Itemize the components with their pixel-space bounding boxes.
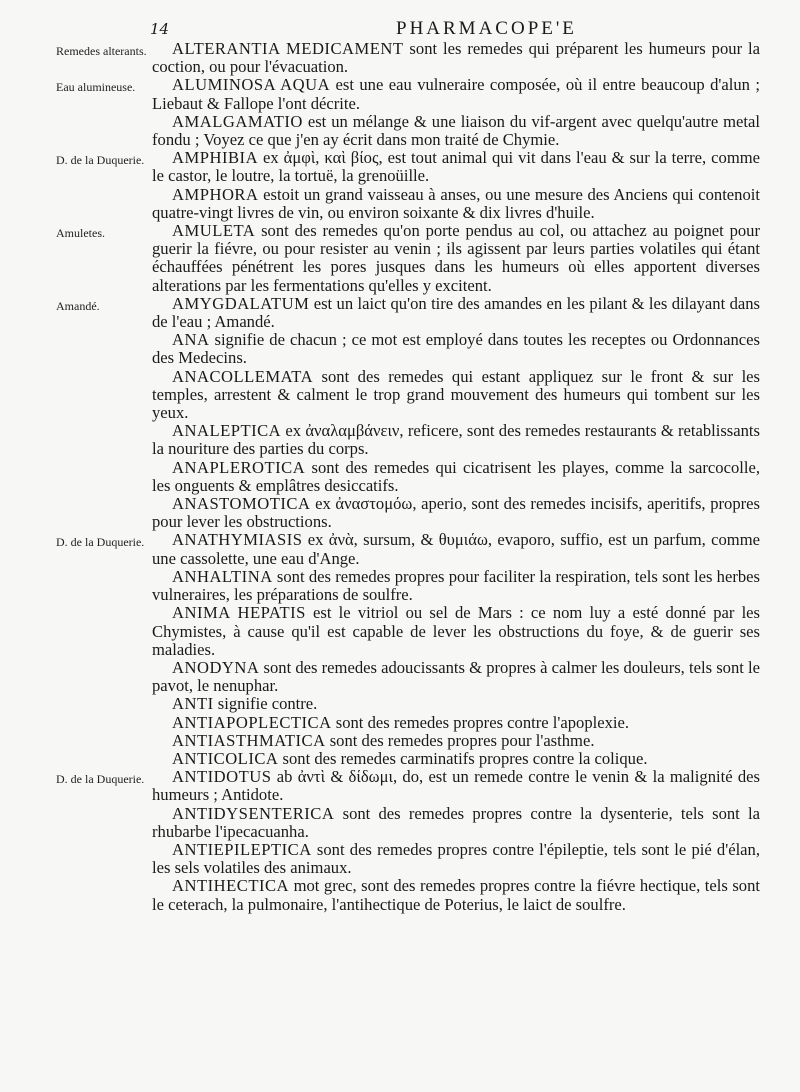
entry-definition: sont des remedes propres contre l'épileptie, tels sont le pié d'élan, les sels volatiles des animaux.	[152, 839, 760, 878]
entry-headword: ANTIHECTICA	[172, 876, 290, 896]
dictionary-entry	[0, 113, 800, 149]
entry-headword: ANALEPTICA	[172, 421, 282, 441]
entry-headword: AMALGAMATIO	[172, 111, 303, 131]
entry-definition: mot grec, sont des remedes propres contre la fiévre hectique, tels sont le ceterach, la pulmonaire, l'antihectique de Poterius, le laict de soulfre.	[152, 876, 760, 914]
entry-definition: sont des remedes carminatifs propres contre la colique.	[278, 748, 648, 768]
dictionary-entry	[0, 841, 800, 877]
dictionary-entry	[0, 222, 800, 295]
margin-note: Remedes alterants.	[56, 44, 147, 58]
entry-text	[152, 531, 760, 567]
entry-headword: ANTI	[172, 694, 214, 714]
entry-headword: ANIMA HEPATIS	[172, 603, 306, 623]
entry-text	[152, 768, 760, 804]
dictionary-entries	[0, 40, 800, 914]
entry-definition: ex ἀναλαμβάνειν, reficere, sont des remedes restaurants & retablissants la nouriture des parties du corps.	[152, 421, 760, 459]
entry-text	[152, 495, 760, 531]
entry-definition: sont des remedes qui estant appliquez sur le front & sur les temples, arrestent & calment le trop grand mouvement des humeurs qui tombent sur les yeux.	[152, 366, 760, 423]
margin-note: D. de la Duquerie.	[56, 535, 145, 550]
entry-text	[152, 568, 760, 604]
entry-text	[152, 695, 760, 713]
entry-definition: sont des remedes propres pour l'asthme.	[325, 730, 595, 750]
margin-note: Amandé.	[56, 298, 100, 313]
entry-definition: sont les remedes qui préparent les humeurs pour la coction, ou pour l'évacuation.	[152, 39, 760, 77]
entry-text	[152, 149, 760, 185]
margin-note: Amuletes.	[56, 226, 105, 241]
dictionary-entry	[0, 368, 800, 423]
entry-definition: est un laict qu'on tire des amandes en les pilant & les dilayant dans de l'eau ; Amandé.	[152, 293, 760, 332]
entry-headword: ANHALTINA	[172, 566, 273, 586]
entry-headword: ANTIEPILEPTICA	[172, 839, 312, 859]
dictionary-entry	[0, 732, 800, 750]
dictionary-entry	[0, 877, 800, 913]
entry-text	[152, 714, 760, 732]
entry-definition: sont des remedes propres pour faciliter la respiration, tels sont les herbes vulneraires, les préparations de soulfre.	[152, 566, 760, 605]
entry-definition: sont des remedes propres contre l'apoplexie.	[331, 712, 630, 732]
dictionary-entry	[0, 331, 800, 367]
entry-headword: AMULETA	[172, 221, 256, 241]
dictionary-entry	[0, 40, 800, 76]
entry-headword: ANATHYMIASIS	[172, 530, 303, 550]
entry-definition: est une eau vulneraire composée, où il entre beaucoup d'alun ; Liebaut & Fallope l'ont décrite.	[152, 75, 760, 113]
entry-headword: AMPHIBIA	[172, 148, 259, 168]
entry-headword: AMPHORA	[172, 184, 259, 204]
entry-definition: sont des remedes adoucissants & propres à calmer les douleurs, tels sont le pavot, le nenuphar.	[152, 657, 760, 696]
dictionary-entry	[0, 768, 800, 804]
dictionary-entry	[0, 459, 800, 495]
entry-text	[152, 76, 760, 112]
dictionary-entry	[0, 295, 800, 331]
dictionary-entry	[0, 750, 800, 768]
entry-headword: ANA	[172, 330, 210, 350]
dictionary-entry	[0, 186, 800, 222]
entry-definition: estoit un grand vaisseau à anses, ou une mesure des Anciens qui contenoit quatre-vingt livres de vin, ou environ soixante & dix livres d'huile.	[152, 184, 760, 222]
entry-text	[152, 40, 760, 76]
dictionary-entry	[0, 695, 800, 713]
entry-definition: signifie contre.	[213, 694, 318, 714]
entry-text	[152, 877, 760, 913]
entry-definition: signifie de chacun ; ce mot est employé dans toutes les receptes ou Ordonnances des Medecins.	[152, 330, 760, 368]
entry-text	[152, 186, 760, 222]
entry-text	[152, 222, 760, 295]
entry-text	[152, 331, 760, 367]
dictionary-entry	[0, 659, 800, 695]
dictionary-entry	[0, 604, 800, 659]
entry-text	[152, 841, 760, 877]
entry-definition: ex ἀνὰ, sursum, & θυμιάω, evaporo, suffio, est un parfum, comme une cassolette, une eau d'Ange.	[152, 530, 760, 568]
entry-text	[152, 368, 760, 423]
entry-text	[152, 459, 760, 495]
entry-definition: ex ἀμφὶ, καὶ βίος, est tout animal qui vit dans l'eau & sur la terre, comme le castor, le loutre, la tortuë, la grenoüille.	[152, 148, 760, 186]
entry-definition: sont des remedes qui cicatrisent les playes, comme la sarcocolle, les onguents & emplâtres desiccatifs.	[152, 457, 760, 495]
entry-text	[152, 113, 760, 149]
entry-definition: sont des remedes qu'on porte pendus au col, ou attachez au poignet pour guerir la fiévre, ou pour resister au venin ; ils agissent par leurs parties volatiles qui étant échauffées pénétrent les pores jusques dans les humeurs où elles apportent diverses alterations par les fermentations qu'elles y excitent.	[152, 221, 760, 295]
entry-headword: ANODYNA	[172, 657, 260, 677]
dictionary-entry	[0, 76, 800, 112]
margin-note: D. de la Duquerie.	[56, 772, 145, 787]
entry-text	[152, 805, 760, 841]
entry-headword: ANTICOLICA	[172, 748, 279, 768]
entry-text	[152, 295, 760, 331]
dictionary-entry	[0, 531, 800, 567]
entry-text	[152, 732, 760, 750]
entry-headword: ANTIDYSENTERICA	[172, 803, 335, 823]
entry-definition: est le vitriol ou sel de Mars : ce nom luy a esté donné par les Chymistes, à cause qu'il est capable de lever les obstructions du foye, & de guerir ses maladies.	[152, 603, 760, 659]
dictionary-entry	[0, 568, 800, 604]
entry-definition: est un mélange & une liaison du vif-argent avec quelqu'autre metal fondu ; Voyez ce que j'en ay écrit dans mon traité de Chymie.	[152, 111, 760, 150]
entry-text	[152, 659, 760, 695]
dictionary-entry	[0, 422, 800, 458]
page-number: 14	[150, 20, 170, 38]
entry-definition: ex ἀναστομόω, aperio, sont des remedes incisifs, aperitifs, propres pour lever les obstructions.	[152, 494, 760, 532]
entry-text	[152, 422, 760, 458]
running-title: PHARMACOPE'E	[396, 18, 577, 39]
entry-headword: ALUMINOSA AQUA	[172, 75, 331, 95]
entry-text	[152, 750, 760, 768]
entry-definition: ab ἀντὶ & δίδωμι, do, est un remede contre le venin & la malignité des humeurs ; Antidote.	[152, 767, 760, 805]
entry-definition: sont des remedes propres contre la dysenterie, tels sont la rhubarbe l'ipecacuanha.	[152, 803, 760, 841]
dictionary-entry	[0, 495, 800, 531]
entry-headword: ANTIAPOPLECTICA	[172, 712, 332, 732]
entry-headword: ANASTOMOTICA	[172, 494, 311, 514]
entry-headword: ANTIASTHMATICA	[172, 730, 326, 750]
entry-headword: ANTIDOTUS	[172, 767, 272, 787]
margin-note: D. de la Duquerie.	[56, 153, 145, 168]
entry-headword: ALTERANTIA MEDICAMENT	[172, 39, 404, 58]
dictionary-entry	[0, 149, 800, 185]
entry-headword: AMYGDALATUM	[172, 293, 310, 313]
dictionary-entry	[0, 805, 800, 841]
dictionary-entry	[0, 714, 800, 732]
entry-headword: ANACOLLEMATA	[172, 366, 314, 386]
entry-headword: ANAPLEROTICA	[172, 457, 306, 477]
margin-note: Eau alumineuse.	[56, 80, 136, 95]
entry-text	[152, 604, 760, 659]
